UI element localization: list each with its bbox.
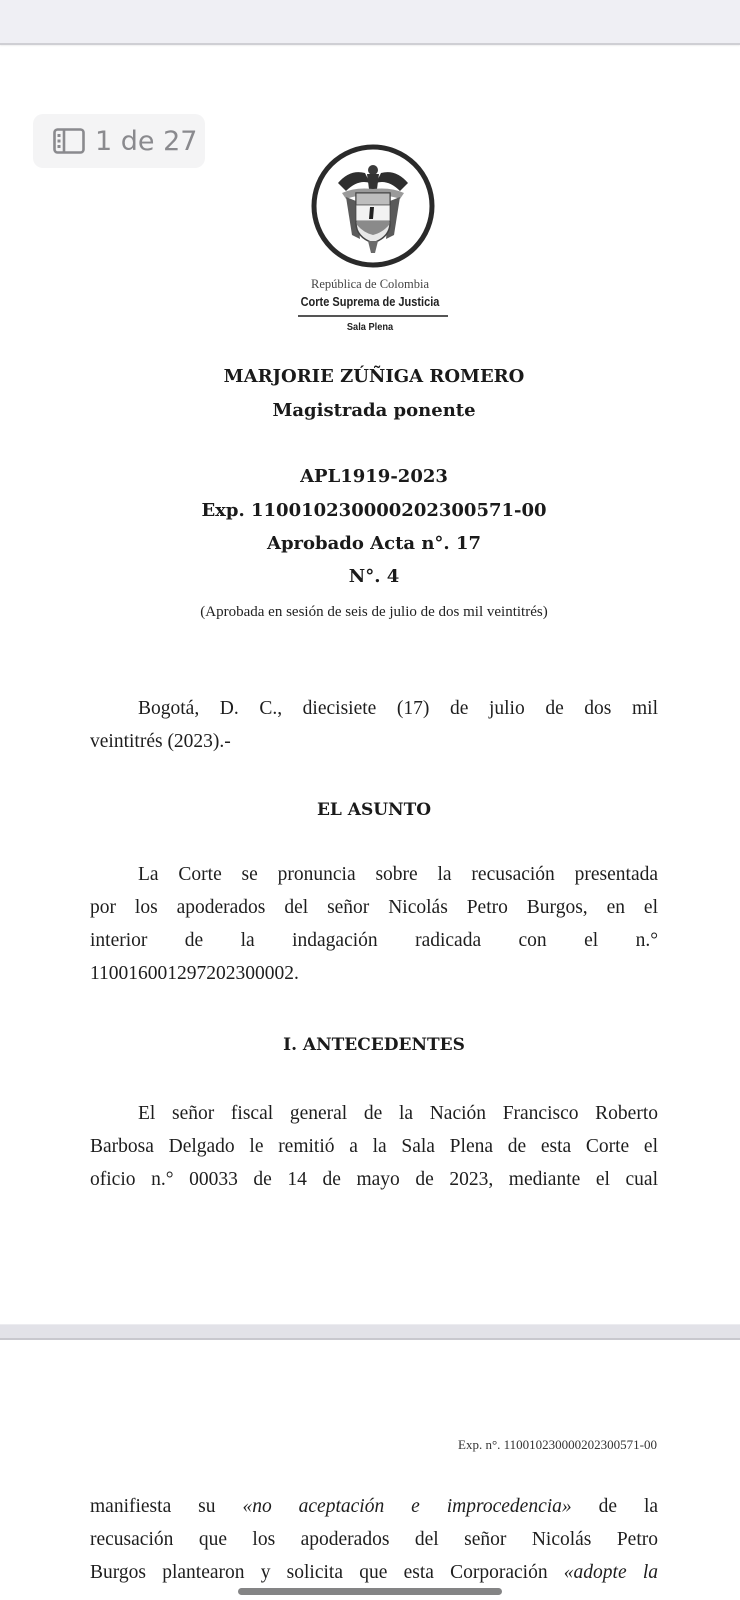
asunto-line: 110016001297202300002. (90, 963, 299, 984)
asunto-line: por los apoderados del señor Nicolás Petro Burgos, en el (90, 897, 658, 918)
asunto-paragraph (90, 858, 658, 990)
page2-line-1-start: manifiesta su (90, 1496, 216, 1517)
section-heading-asunto: EL ASUNTO (316, 800, 432, 820)
page2-paragraph (90, 1490, 658, 1589)
corte-caption: Corte Suprema de Justicia (300, 295, 440, 309)
antecedentes-line: Barbosa Delgado le remitió a la Sala Plena de esta Corte el (90, 1136, 658, 1157)
page2-line-1-end: de la (598, 1496, 659, 1517)
magistrate-name: MARJORIE ZÚÑIGA ROMERO (223, 366, 525, 387)
page-indicator[interactable] (33, 114, 205, 168)
page-indicator-text: 1 de 27 (95, 125, 198, 157)
page-separator-top (0, 0, 740, 45)
home-indicator[interactable] (238, 1588, 502, 1595)
page2-line-3-start: Burgos plantearon y solicita que esta Corporación (90, 1562, 548, 1583)
page-separator (0, 1324, 740, 1340)
magistrate-role: Magistrada ponente (272, 400, 476, 421)
decision-number: N°. 4 (348, 566, 400, 587)
page2-line-2: recusación que los apoderados del señor Nicolás Petro (90, 1529, 658, 1550)
letterhead-rule (298, 315, 448, 317)
running-header: Exp. n°. 11001023000020230057​1-00 (458, 1437, 657, 1452)
case-code: APL1919-2023 (300, 466, 448, 487)
asunto-line: La Corte se pronuncia sobre la recusación presentada (138, 864, 658, 885)
expediente-number: Exp. 11001023000020230057​1-00 (201, 500, 547, 521)
date-line-2: veintitrés (2023).- (90, 731, 231, 752)
date-line-1: Bogotá, D. C., diecisiete (17) de julio de dos mil (138, 698, 658, 719)
antecedentes-line: El señor fiscal general de la Nación Francisco Roberto (138, 1103, 658, 1124)
sidebar-icon (53, 128, 85, 154)
page2-quote-2: «adopte la (563, 1562, 659, 1583)
republica-caption: República de Colombia (310, 277, 430, 291)
date-paragraph (90, 692, 658, 758)
acta-number: Aprobado Acta n°. 17 (267, 533, 481, 554)
asunto-line: interior de la indagación radicada con el n.° (90, 930, 658, 951)
page2-quote-1: «no aceptación e improcedencia» (242, 1496, 572, 1517)
page2-line-3 (90, 1556, 658, 1589)
page2-line-1 (90, 1490, 658, 1523)
approval-note: (Aprobada en sesión de seis de julio de dos mil veintitrés) (200, 604, 548, 620)
sala-caption: Sala Plena (346, 321, 394, 333)
antecedentes-line: oficio n.° 00033 de 14 de mayo de 2023, mediante el cual (90, 1169, 658, 1190)
antecedentes-paragraph (90, 1097, 658, 1196)
section-heading-antecedentes: I. ANTECEDENTES (283, 1035, 465, 1055)
colombia-coat-of-arms-icon (310, 143, 436, 269)
